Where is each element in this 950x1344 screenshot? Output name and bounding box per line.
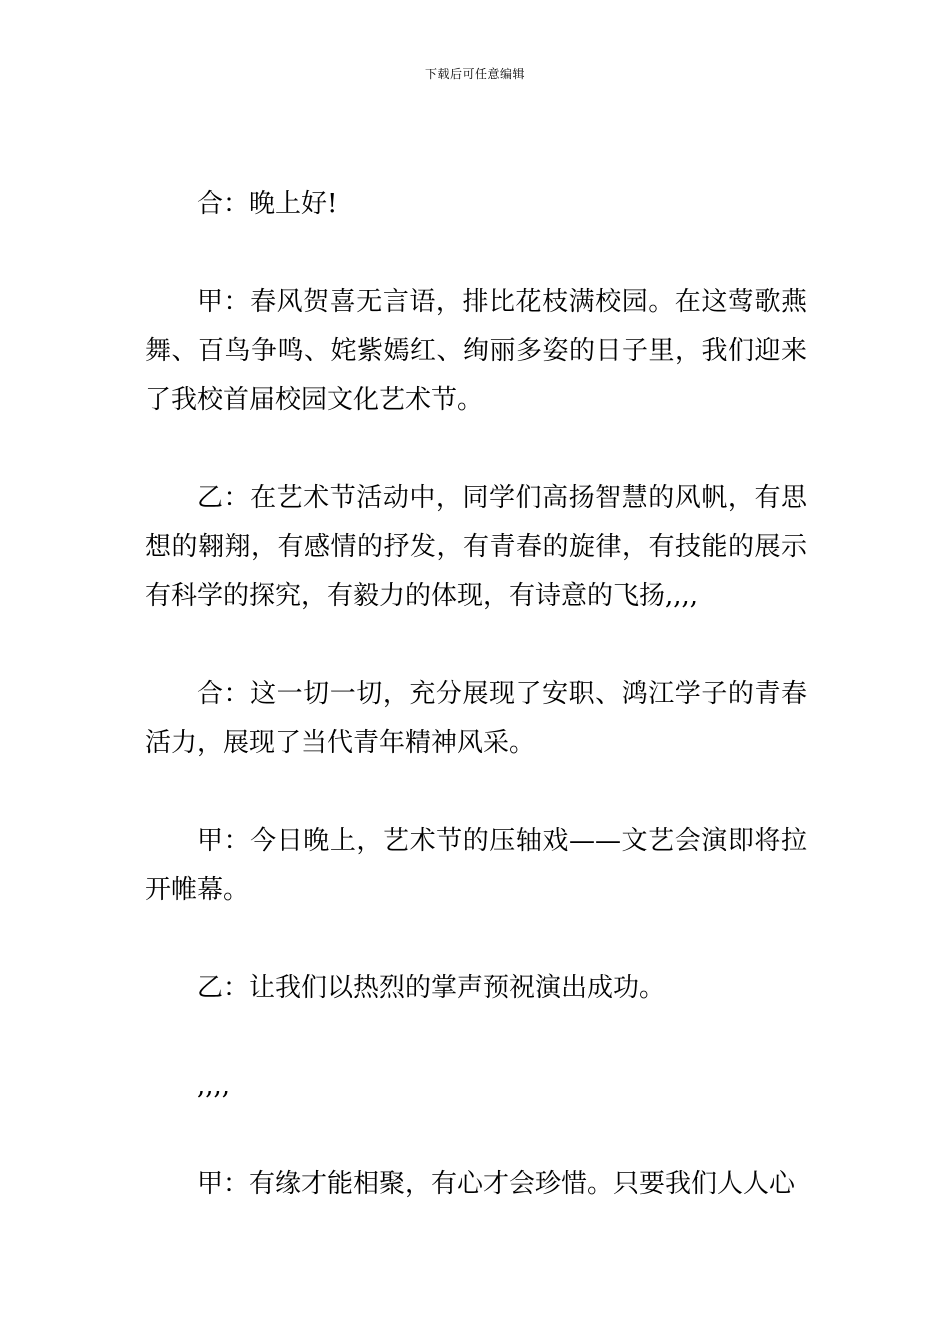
page-header: 下载后可任意编辑 [424,67,525,81]
paragraph-applause: 乙：让我们以热烈的掌声预祝演出成功。 [197,973,666,1003]
paragraph-finale: 甲：今日晚上，艺术节的压轴戏——文艺会演即将拉开帷幕。 [145,826,807,905]
paragraph-activities: 乙：在艺术节活动中，同学们高扬智慧的风帆，有思想的翱翔，有感情的抒发，有青春的旋律，有技能的展示有科学的探究，有毅力的体现，有诗意的飞扬,,,, [145,483,807,611]
paragraph-vitality: 合：这一切一切，充分展现了安职、鸿江学子的青春活力，展现了当代青年精神风采。 [145,679,807,758]
document-body [145,180,807,1258]
paragraph-cherish: 甲：有缘才能相聚，有心才会珍惜。只要我们人人心 [197,1169,796,1199]
paragraph-greeting: 合：晚上好! [197,189,338,219]
paragraph-ellipsis: ,,,, [197,1071,231,1101]
paragraph-intro: 甲：春风贺喜无言语，排比花枝满校园。在这莺歌燕舞、百鸟争鸣、姹紫嫣红、绚丽多姿的日子里，我们迎来了我校首届校园文化艺术节。 [145,287,807,415]
